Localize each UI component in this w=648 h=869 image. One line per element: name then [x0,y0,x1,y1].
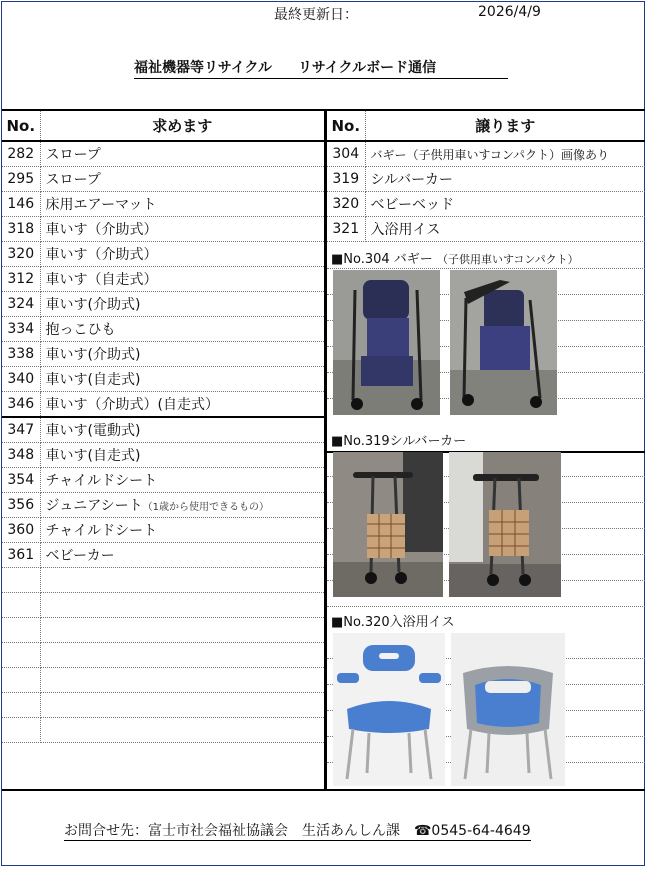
bathchair-photo-back [451,633,565,786]
row-item: 車いす(自走式) [40,367,324,392]
row-no: 304 [327,141,365,167]
row-item: 抱っこひも [40,317,324,342]
row-no: 321 [327,217,365,242]
empty-cell [2,618,40,643]
row-no: 282 [2,141,40,167]
row-no: 340 [2,367,40,392]
silvercar-photo-front [333,452,443,597]
table-row [2,618,324,643]
title-right: リサイクルボード通信 [298,60,437,76]
row-no: 320 [2,242,40,267]
title-left: 福祉機器等リサイクル [134,60,273,76]
row-no: 338 [2,342,40,367]
row-item: 車いす（自走式） [40,267,324,292]
row-item: バギー（子供用車いすコンパクト）画像あり [365,141,645,167]
buggy-photo-angle [450,270,557,415]
row-item: スロープ [40,141,324,167]
table-row [327,192,645,217]
row-item: チャイルドシート [40,468,324,493]
row-item: 車いす（介助式） [40,242,324,267]
empty-cell [40,693,324,718]
table-row [2,417,324,443]
table-row [2,217,324,242]
wanted-header: 求めます [40,110,324,141]
row-no: 319 [327,167,365,192]
row-item: 車いす(介助式) [40,342,324,367]
table-row [2,392,324,418]
table-row [2,693,324,718]
row-item: ベビーベッド [365,192,645,217]
row-item: 車いす(自走式) [40,443,324,468]
table-row [2,468,324,493]
table-row [2,443,324,468]
row-item-text: ジュニアシート [45,498,143,514]
section-title-bathchair [331,611,455,630]
section-title-silvercar [331,430,466,449]
row-no: 324 [2,292,40,317]
row-no: 334 [2,317,40,342]
updated-date: 2026/4/9 [478,4,541,20]
table-row [2,367,324,392]
row-no: 312 [2,267,40,292]
row-item: 車いす（介助式）(自走式） [40,392,324,418]
empty-cell [2,668,40,693]
empty-cell [40,668,324,693]
table-row [2,192,324,217]
row-no: 348 [2,443,40,468]
table-row [327,141,645,167]
row-no: 320 [327,192,365,217]
row-item: ベビーカー [40,543,324,568]
wanted-table [2,109,324,743]
empty-cell [2,593,40,618]
table-row [2,493,324,518]
page-title [134,57,508,79]
silvercar-photo-side [449,452,561,597]
empty-cell [40,593,324,618]
buggy-photo-front [333,270,440,415]
row-item: 床用エアーマット [40,192,324,217]
row-no: 346 [2,392,40,418]
empty-cell [2,693,40,718]
row-no: 295 [2,167,40,192]
table-row [2,568,324,593]
wanted-no-header: No. [2,110,40,141]
table-row [2,317,324,342]
table-row [2,342,324,367]
row-no: 318 [2,217,40,242]
table-row [2,593,324,618]
row-item: 車いす(介助式) [40,292,324,317]
table-row [2,167,324,192]
section-title: ■No.320入浴用イス [331,615,455,630]
table-row [2,141,324,167]
table-row [2,242,324,267]
row-no: 347 [2,417,40,443]
section-subtitle: （子供用車いすコンパクト） [436,253,579,266]
empty-cell [40,568,324,593]
row-item-note: （1歳から使用できるもの） [142,502,270,513]
row-no: 356 [2,493,40,518]
contact-footer: お問合せ先：富士市社会福祉協議会 生活あんしん課 ☎0545-64-4649 [64,820,531,841]
table-row [327,167,645,192]
row-item: チャイルドシート [40,518,324,543]
row-item: 車いす（介助式） [40,217,324,242]
table-row [2,518,324,543]
row-no: 354 [2,468,40,493]
table-row [2,292,324,317]
table-bottom-rule [2,789,645,791]
row-no: 361 [2,543,40,568]
table-row [2,543,324,568]
offered-header: 譲ります [365,110,645,141]
updated-label: 最終更新日： [274,7,358,23]
table-row [2,643,324,668]
empty-cell [2,568,40,593]
empty-cell [40,643,324,668]
table-row [327,217,645,242]
row-no: 146 [2,192,40,217]
row-item: シルバーカー [365,167,645,192]
section-title: ■No.304 バギー [331,252,433,267]
table-row [2,267,324,292]
row-item [40,493,324,518]
offered-table [327,109,645,242]
row-item: 車いす(電動式) [40,417,324,443]
empty-cell [2,718,40,743]
table-row [2,668,324,693]
offered-no-header: No. [327,110,365,141]
row-item: 入浴用イス [365,217,645,242]
row-no: 360 [2,518,40,543]
empty-cell [2,643,40,668]
empty-cell [40,718,324,743]
empty-cell [40,618,324,643]
table-row [2,718,324,743]
section-title: ■No.319シルバーカー [331,434,467,449]
row-item: スロープ [40,167,324,192]
bathchair-photo-front [333,633,445,786]
section-title-buggy [331,248,579,267]
